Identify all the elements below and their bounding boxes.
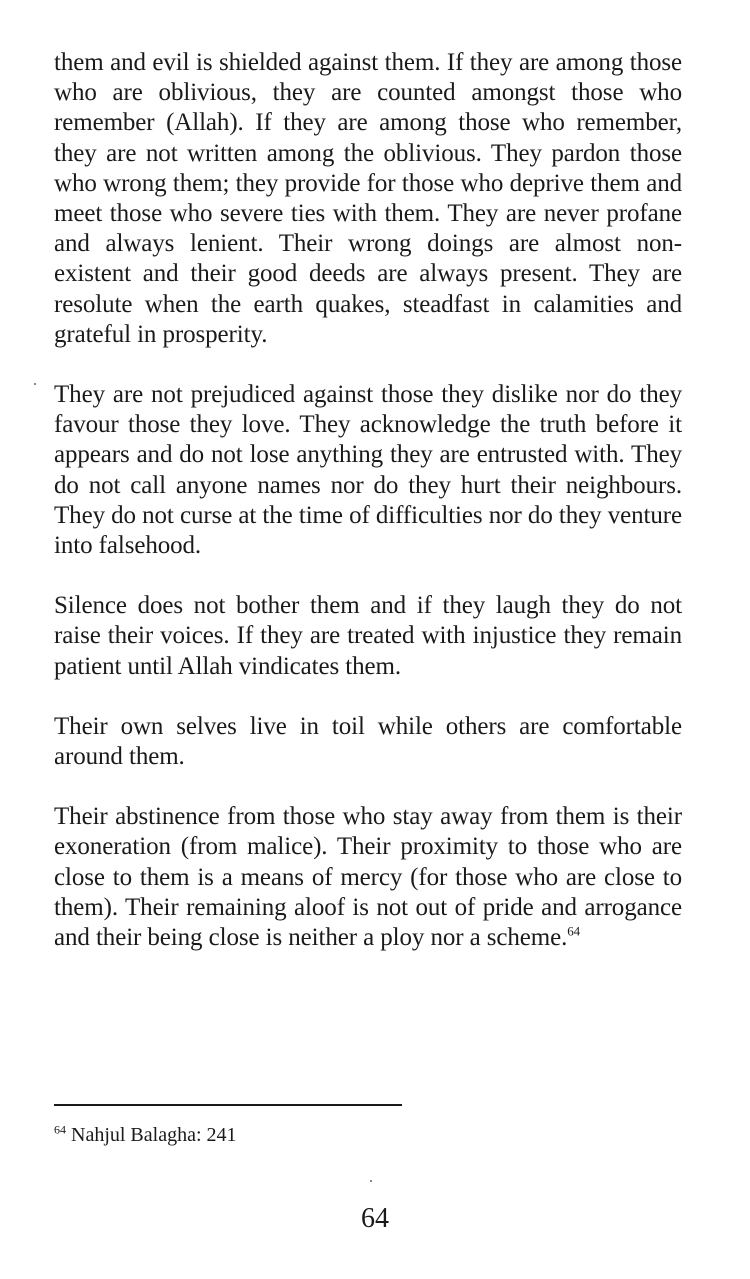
footnote-text: Nahjul Balagha: 241 bbox=[71, 1124, 237, 1146]
scan-speck bbox=[34, 383, 36, 385]
footnote-divider bbox=[54, 1104, 402, 1106]
body-text bbox=[54, 48, 682, 983]
page-number: 64 bbox=[361, 1203, 389, 1234]
paragraph-4: Their own selves live in toil while others are comfortable around them. bbox=[54, 712, 682, 771]
paragraph-5 bbox=[54, 802, 682, 953]
footnote-number: 64 bbox=[54, 1122, 66, 1137]
paragraph-1: them and evil is shielded against them. If they are among those who are oblivious, they are counted amongst those who remember (Allah). If they are among those who remember, they are not written among the oblivious. They pardon those who wrong them; they provide for those who deprive them and meet those who severe ties with them. They are never profane and always lenient. Their wrong doings are almost non-existent and their good deeds are always present. They are resolute when the earth quakes, steadfast in calamities and grateful in prosperity. bbox=[54, 49, 682, 348]
paragraph-5-text: Their abstinence from those who stay away from them is their exoneration (from malice). Their proximity to those who are close to them is a means of mercy (for those who are close to them). Their remaining aloof is not out of pride and arrogance and their being close is neither a ploy nor a scheme. bbox=[54, 803, 682, 952]
paragraph-2: They are not prejudiced against those they dislike nor do they favour those they love. They acknowledge the truth before it appears and do not lose anything they are entrusted with. They do not call anyone names nor do they hurt their neighbours. They do not curse at the time of difficulties nor do they venture into falsehood. bbox=[54, 381, 682, 560]
scan-speck bbox=[370, 1180, 372, 1182]
footnote bbox=[54, 1123, 237, 1147]
footnote-reference: 64 bbox=[567, 923, 581, 939]
paragraph-3: Silence does not bother them and if they laugh they do not raise their voices. If they are treated with injustice they remain patient until Allah vindicates them. bbox=[54, 592, 682, 680]
